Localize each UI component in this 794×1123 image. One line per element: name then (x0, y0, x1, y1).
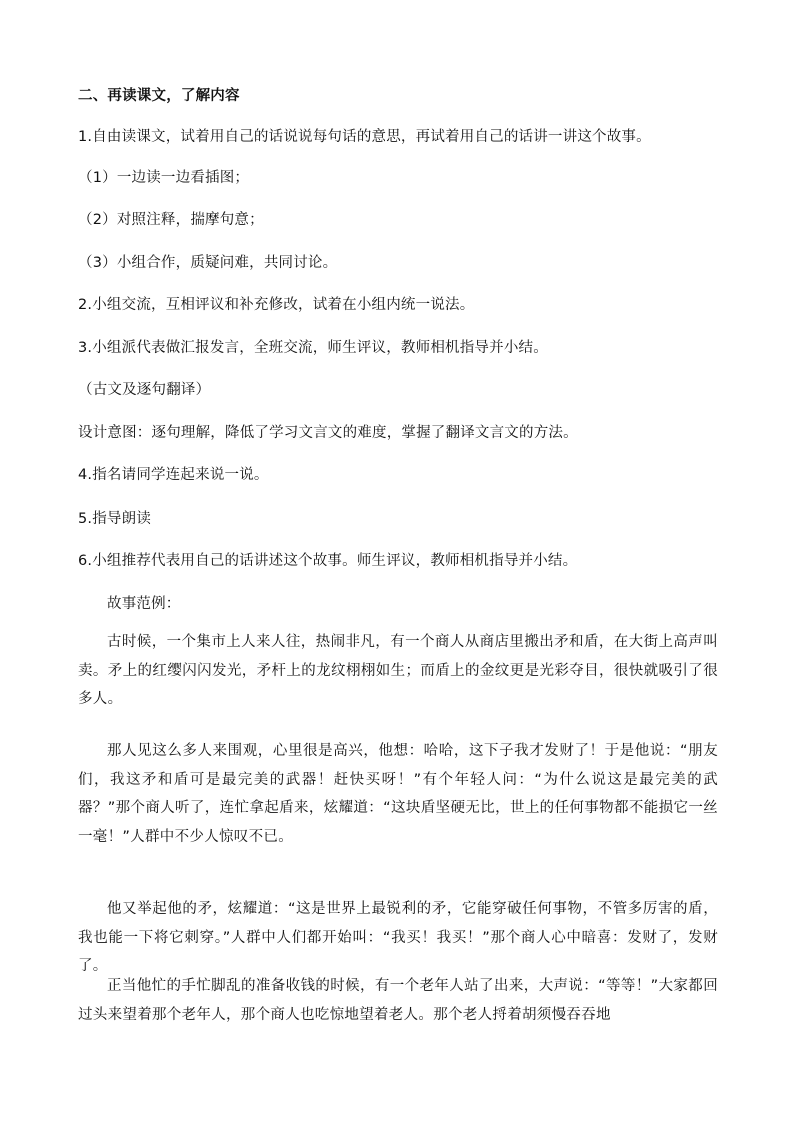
step-3: 3.小组派代表做汇报发言，全班交流，师生评议，教师相机指导并小结。 (78, 340, 548, 356)
story-paragraph-2: 那人见这么多人来围观，心里很是高兴，他想：哈哈，这下子我才发财了！于是他说：“朋友们，我这矛和盾可是最完美的武器！赶快买呀！”有个年轻人问：“为什么说这是最完美的武器？”那个商人听了，连忙拿起盾来，炫耀道：“这块盾坚硬无比，世上的任何事物都不能损它一丝一毫！”人群中不少人惊叹不已。 (78, 743, 718, 845)
sub-step-3: （3）小组合作，质疑问难，共同讨论。 (78, 255, 338, 271)
design-intent: 设计意图：逐句理解，降低了学习文言文的难度，掌握了翻译文言文的方法。 (78, 425, 578, 441)
story-paragraph-4: 正当他忙的手忙脚乱的准备收钱的时候，有一个老年人站了出来，大声说：“等等！”大家都回过头来望着那个老年人，那个商人也吃惊地望着老人。那个老人捋着胡须慢吞吞地 (78, 978, 718, 1023)
step-6: 6.小组推荐代表用自己的话讲述这个故事。师生评议，教师相机指导并小结。 (78, 553, 578, 569)
step-1: 1.自由读课文，试着用自己的话说说每句话的意思，再试着用自己的话讲一讲这个故事。 (78, 129, 651, 145)
step-4: 4.指名请同学连起来说一说。 (78, 467, 269, 483)
section-heading: 二、再读课文，了解内容 (78, 88, 240, 104)
story-paragraph-3: 他又举起他的矛，炫耀道：“这是世界上最锐利的矛，它能穿破任何事物，不管多厉害的盾，我也能一下将它刺穿。”人群中人们都开始叫：“我买！我买！”那个商人心中暗喜：发财了，发财了。 (78, 901, 718, 974)
story-example-label: 故事范例： (107, 596, 181, 612)
step-2: 2.小组交流，互相评议和补充修改，试着在小组内统一说法。 (78, 297, 475, 313)
step-5: 5.指导朗读 (78, 511, 152, 527)
story-paragraph-1: 古时候，一个集市上人来人往，热闹非凡，有一个商人从商店里搬出矛和盾，在大街上高声叫卖。矛上的红缨闪闪发光，矛杆上的龙纹栩栩如生；而盾上的金纹更是光彩夺目，很快就吸引了很多人。 (78, 634, 718, 707)
sub-step-2: （2）对照注释，揣摩句意； (78, 212, 264, 228)
sub-step-1: （1）一边读一边看插图； (78, 170, 250, 186)
translation-note: （古文及逐句翻译） (78, 382, 211, 398)
